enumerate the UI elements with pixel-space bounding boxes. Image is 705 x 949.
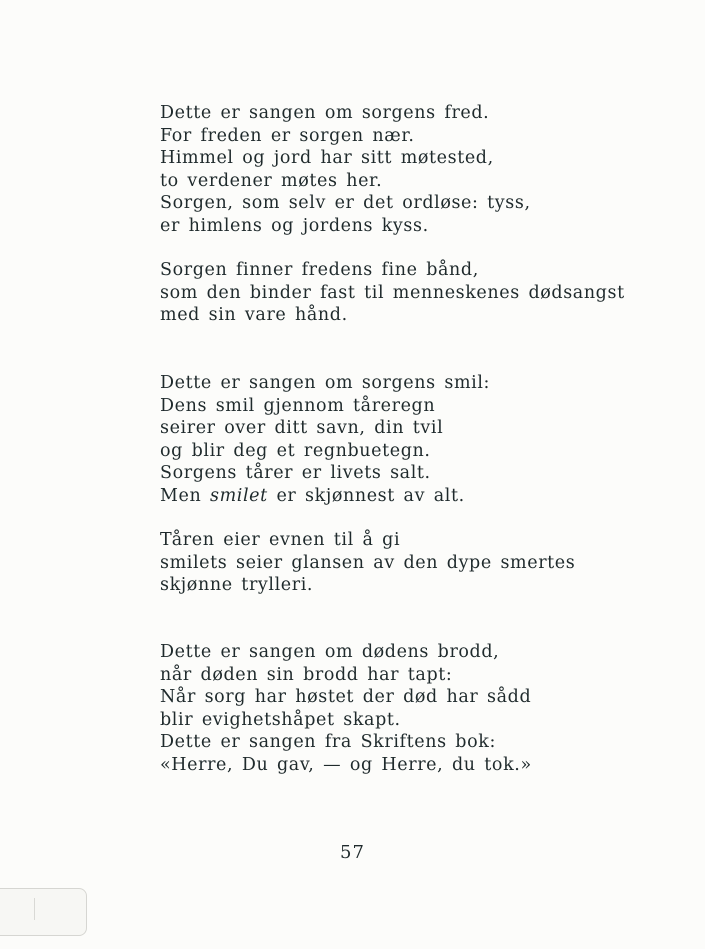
poem-line: skjønne trylleri. xyxy=(160,575,314,596)
poem-line: Sorgen finner fredens fine bånd, xyxy=(160,260,479,280)
poem-line xyxy=(160,485,490,508)
poem-line: Dens smil gjennom tåreregn xyxy=(160,395,436,416)
stanza xyxy=(160,529,575,597)
emphasized-word: smilet xyxy=(210,485,268,506)
poem-line: Sorgens tårer er livets salt. xyxy=(160,463,431,484)
poem-line: «Herre, Du gav, — og Herre, du tok.» xyxy=(160,754,532,775)
poem-line: to verdener møtes her. xyxy=(160,170,383,191)
poem-line: Tåren eier evnen til å gi xyxy=(160,530,401,550)
poem-line: er himlens og jordens kyss. xyxy=(160,215,429,236)
poem-line: Sorgen, som selv er det ordløse: tyss, xyxy=(160,193,531,214)
stanza xyxy=(160,102,531,238)
scan-edge-mark xyxy=(34,898,35,920)
poem-line: Dette er sangen om dødens brodd, xyxy=(160,642,500,662)
poem-line: seirer over ditt savn, din tvil xyxy=(160,418,444,439)
poem-line: blir evighetshåpet skapt. xyxy=(160,709,401,730)
line-text: Men xyxy=(160,485,211,506)
stanza xyxy=(160,259,625,327)
line-text: er skjønnest av alt. xyxy=(267,485,465,506)
stanza xyxy=(160,372,490,508)
scan-edge-tab xyxy=(0,888,87,936)
poem-line: Dette er sangen om sorgens fred. xyxy=(160,103,490,123)
poem-line: når døden sin brodd har tapt: xyxy=(160,664,453,685)
poem-line: Dette er sangen om sorgens smil: xyxy=(160,373,491,393)
poem-line: smilets seier glansen av den dype smertes xyxy=(160,552,576,573)
poem-line: Dette er sangen fra Skriftens bok: xyxy=(160,732,496,753)
poem-line: Himmel og jord har sitt møtested, xyxy=(160,148,494,169)
poem-line: som den binder fast til menneskenes dødsangst xyxy=(160,282,625,303)
poem-line: og blir deg et regnbuetegn. xyxy=(160,440,431,461)
page-number: 57 xyxy=(340,842,365,863)
poem-line: Når sorg har høstet der død har sådd xyxy=(160,687,532,708)
poem-line: For freden er sorgen nær. xyxy=(160,125,415,146)
stanza xyxy=(160,641,532,777)
poem-line: med sin vare hånd. xyxy=(160,305,348,326)
